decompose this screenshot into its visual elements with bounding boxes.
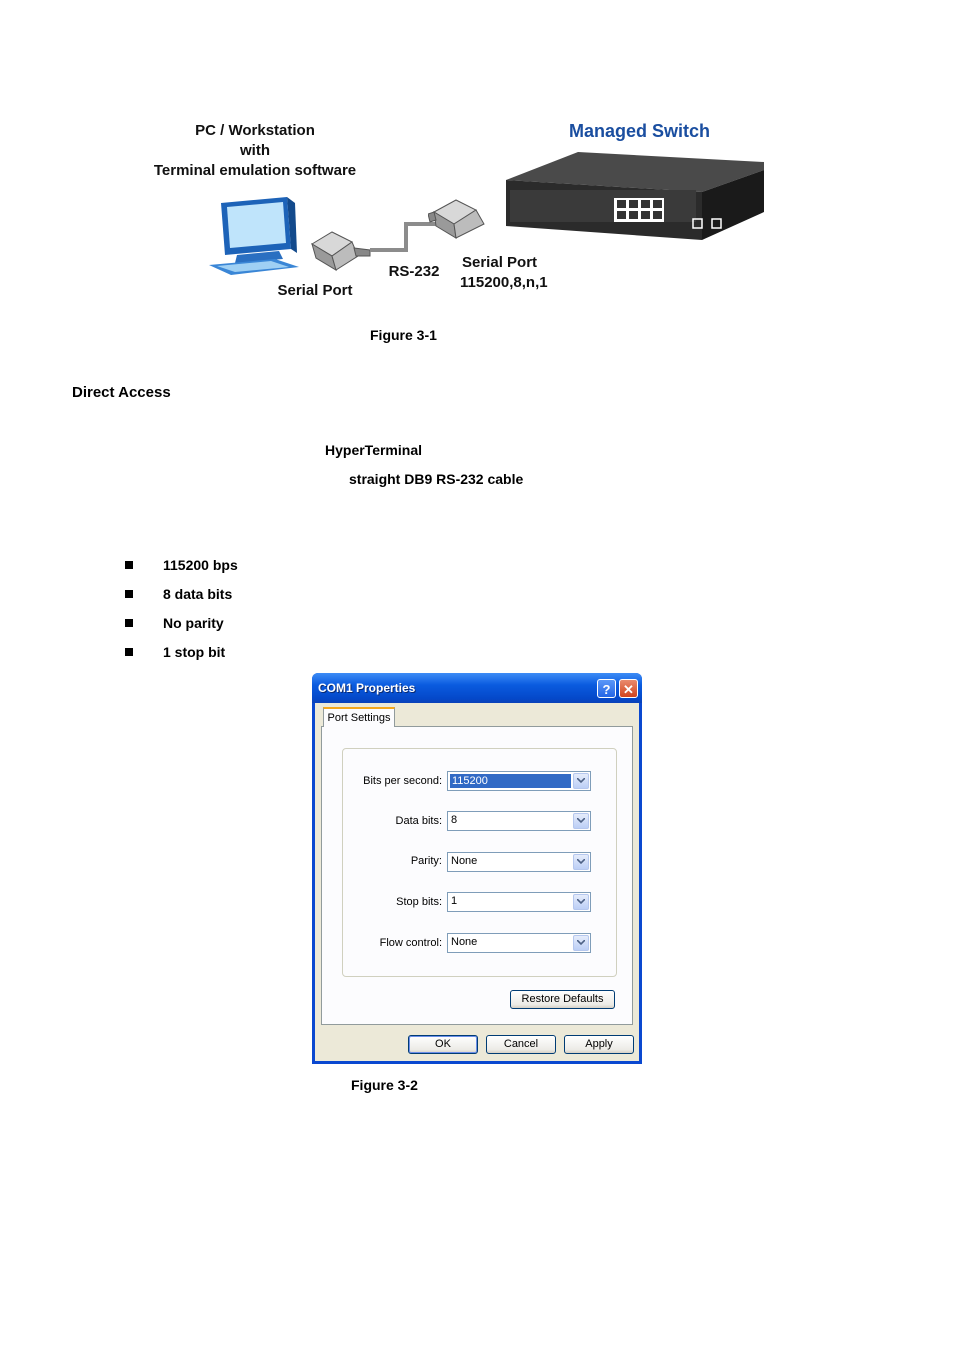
help-button[interactable]: ?	[597, 679, 616, 698]
computer-icon	[205, 193, 305, 278]
chevron-down-icon[interactable]	[573, 854, 589, 870]
stop-bits-value: 1	[451, 895, 458, 907]
bits-per-second-select[interactable]	[447, 771, 591, 791]
port-settings-panel	[321, 726, 633, 1025]
parity-label: Parity:	[410, 855, 442, 867]
section-heading: Direct Access	[72, 384, 171, 401]
settings-group	[342, 748, 617, 977]
bullet-marker	[125, 619, 133, 627]
stop-bits-label: Stop bits:	[396, 896, 442, 908]
list-item: 1 stop bit	[163, 644, 226, 660]
managed-switch-icon	[502, 150, 768, 242]
chevron-down-icon[interactable]	[573, 894, 589, 910]
dialog-titlebar[interactable]	[312, 673, 642, 703]
cancel-button[interactable]: Cancel	[486, 1035, 556, 1054]
apply-button[interactable]: Apply	[564, 1035, 634, 1054]
switch-port-settings: 115200,8,n,1	[460, 274, 548, 291]
bullet-marker	[125, 561, 133, 569]
list-item: 8 data bits	[163, 586, 233, 602]
parity-value: None	[451, 855, 478, 867]
chevron-down-icon[interactable]	[573, 773, 589, 789]
pc-label-line3: Terminal emulation software	[153, 162, 357, 179]
close-button[interactable]: ✕	[619, 679, 638, 698]
bits-per-second-value: 115200	[450, 774, 571, 788]
parity-select[interactable]	[447, 852, 591, 872]
flow-control-label: Flow control:	[379, 937, 442, 949]
dialog-title: COM1 Properties	[318, 681, 416, 695]
switch-port-name: Serial Port	[462, 254, 538, 271]
com1-properties-dialog	[312, 673, 642, 1064]
serial-connector-icon	[308, 230, 374, 276]
terminal-software: HyperTerminal	[325, 442, 422, 458]
cable-type: straight DB9 RS-232 cable	[349, 471, 524, 487]
chevron-down-icon[interactable]	[573, 935, 589, 951]
ok-button[interactable]: OK	[408, 1035, 478, 1054]
list-item: No parity	[163, 615, 224, 631]
bits-per-second-label: Bits per second:	[363, 775, 442, 787]
tab-port-settings[interactable]: Port Settings	[323, 707, 395, 727]
stop-bits-select[interactable]	[447, 892, 591, 912]
pc-label	[140, 121, 370, 181]
data-bits-value: 8	[451, 814, 458, 826]
figure-caption: Figure 3-2	[351, 1077, 418, 1093]
flow-control-value: None	[451, 936, 478, 948]
bullet-marker	[125, 590, 133, 598]
pc-label-line2: with	[240, 142, 270, 159]
switch-port-label	[452, 253, 552, 293]
restore-defaults-button[interactable]: Restore Defaults	[510, 990, 615, 1009]
figure-caption: Figure 3-1	[370, 327, 437, 343]
pc-label-line1: PC / Workstation	[195, 122, 315, 139]
data-bits-label: Data bits:	[395, 815, 442, 827]
bullet-marker	[125, 648, 133, 656]
cable-label: RS-232	[388, 263, 440, 280]
serial-connector-icon	[428, 196, 490, 242]
flow-control-select[interactable]	[447, 933, 591, 953]
chevron-down-icon[interactable]	[573, 813, 589, 829]
data-bits-select[interactable]	[447, 811, 591, 831]
list-item: 115200 bps	[163, 557, 238, 573]
dialog-client	[315, 703, 639, 1061]
switch-title: Managed Switch	[569, 121, 711, 141]
pc-port-label: Serial Port	[277, 282, 353, 299]
